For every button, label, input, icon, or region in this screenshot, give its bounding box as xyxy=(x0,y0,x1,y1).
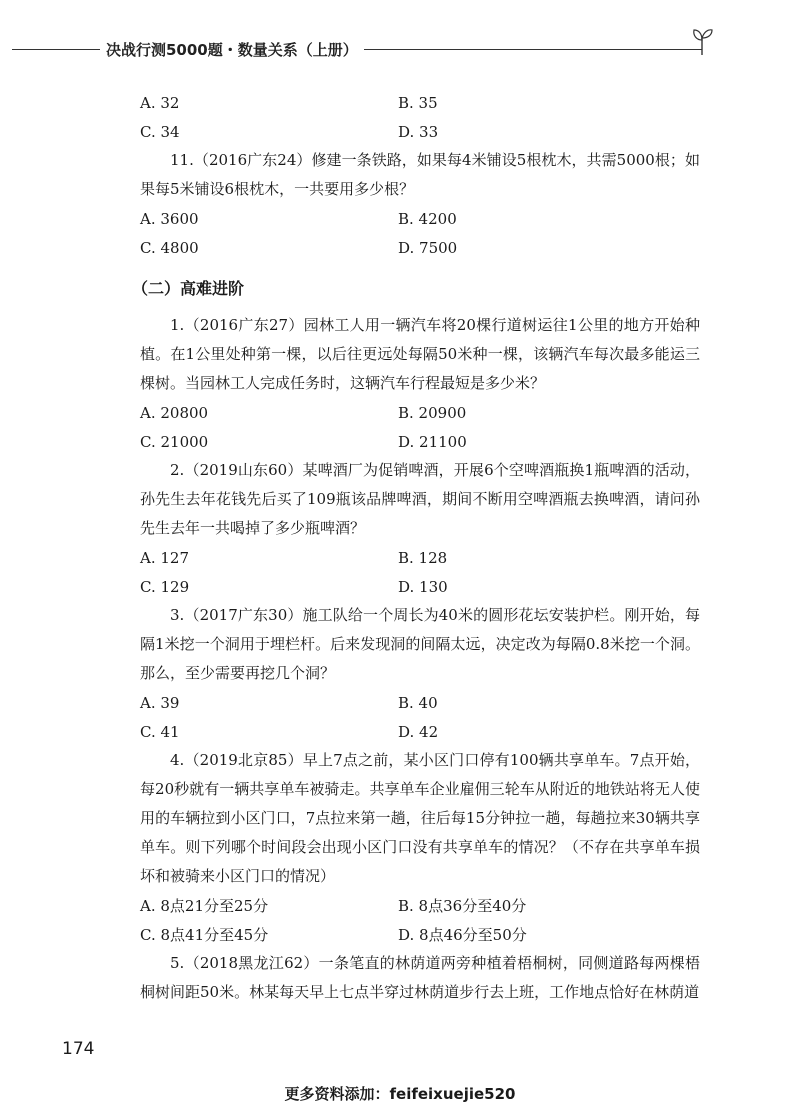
option-b: B. 40 xyxy=(398,693,438,712)
option-b: B. 128 xyxy=(398,548,448,567)
option-d: D. 33 xyxy=(398,122,439,141)
option-b: B. 8点36分至40分 xyxy=(398,897,527,915)
option-d: D. 7500 xyxy=(398,238,458,257)
question-5-text: 5.（2018黑龙江62）一条笔直的林荫道两旁种植着梧桐树，同侧道路每两棵梧桐树间距50米。林某每天早上七点半穿过林荫道步行去上班，工作地点恰好在林荫道 xyxy=(140,954,700,1001)
option-a: A. 32 xyxy=(140,93,180,112)
options-row xyxy=(140,572,700,601)
options-row xyxy=(140,543,700,572)
option-c: C. 129 xyxy=(140,577,190,596)
option-c: C. 41 xyxy=(140,722,180,741)
page-content xyxy=(132,88,700,1007)
options-row xyxy=(140,88,700,117)
option-b: B. 4200 xyxy=(398,209,457,228)
question-2-text: 2.（2019山东60）某啤酒厂为促销啤酒，开展6个空啤酒瓶换1瓶啤酒的活动，孙先生去年花钱先后买了109瓶该品牌啤酒，期间不断用空啤酒瓶去换啤酒，请问孙先生去年一共喝掉了多少瓶啤酒？ xyxy=(140,461,700,537)
option-b: B. 20900 xyxy=(398,403,467,422)
options-row xyxy=(140,117,700,146)
question-11-text: 11.（2016广东24）修建一条铁路，如果每4米铺设5根枕木，共需5000根；如果每5米铺设6根枕木，一共要用多少根？ xyxy=(140,151,700,198)
option-a: A. 3600 xyxy=(140,209,199,228)
options-row xyxy=(140,398,700,427)
footer-note: 更多资料添加：feifeixuejie520 xyxy=(284,1085,516,1103)
section-title: （二）高难进阶 xyxy=(132,279,245,298)
sprout-icon xyxy=(690,26,714,56)
options-row xyxy=(140,427,700,456)
option-c: C. 21000 xyxy=(140,432,209,451)
option-c: C. 4800 xyxy=(140,238,199,257)
option-a: A. 20800 xyxy=(140,403,209,422)
header-rule-right xyxy=(364,49,702,50)
option-b: B. 35 xyxy=(398,93,438,112)
options-row xyxy=(140,891,700,920)
header-title: 决战行测5000题・数量关系（上册） xyxy=(106,40,358,59)
page-header xyxy=(12,38,702,60)
header-rule-left xyxy=(12,49,100,50)
question-4-text: 4.（2019北京85）早上7点之前，某小区门口停有100辆共享单车。7点开始，每20秒就有一辆共享单车被骑走。共享单车企业雇佣三轮车从附近的地铁站将无人使用的车辆拉到小区门口，7点拉来第一趟，往后每15分钟拉一趟，每趟拉来30辆共享单车。则下列哪个时间段会出现小区门口没有共享单车的情况？（不存在共享单车损坏和被骑来小区门口的情况） xyxy=(140,751,700,885)
options-row xyxy=(140,920,700,949)
option-c: C. 34 xyxy=(140,122,180,141)
option-d: D. 21100 xyxy=(398,432,467,451)
question-1-text: 1.（2016广东27）园林工人用一辆汽车将20棵行道树运往1公里的地方开始种植。在1公里处种第一棵，以后往更远处每隔50米种一棵，该辆汽车每次最多能运三棵树。当园林工人完成任务时，这辆汽车行程最短是多少米？ xyxy=(140,316,700,392)
option-d: D. 42 xyxy=(398,722,439,741)
options-row xyxy=(140,204,700,233)
options-row xyxy=(140,233,700,262)
option-a: A. 39 xyxy=(140,693,180,712)
options-row xyxy=(140,717,700,746)
option-a: A. 127 xyxy=(140,548,189,567)
option-c: C. 8点41分至45分 xyxy=(140,926,269,944)
question-3-text: 3.（2017广东30）施工队给一个周长为40米的圆形花坛安装护栏。刚开始，每隔1米挖一个洞用于埋栏杆。后来发现洞的间隔太远，决定改为每隔0.8米挖一个洞。那么，至少需要再挖几个洞？ xyxy=(140,606,700,682)
option-d: D. 8点46分至50分 xyxy=(398,926,527,944)
option-d: D. 130 xyxy=(398,577,448,596)
options-row xyxy=(140,688,700,717)
page-number: 174 xyxy=(62,1039,95,1059)
option-a: A. 8点21分至25分 xyxy=(140,897,269,915)
